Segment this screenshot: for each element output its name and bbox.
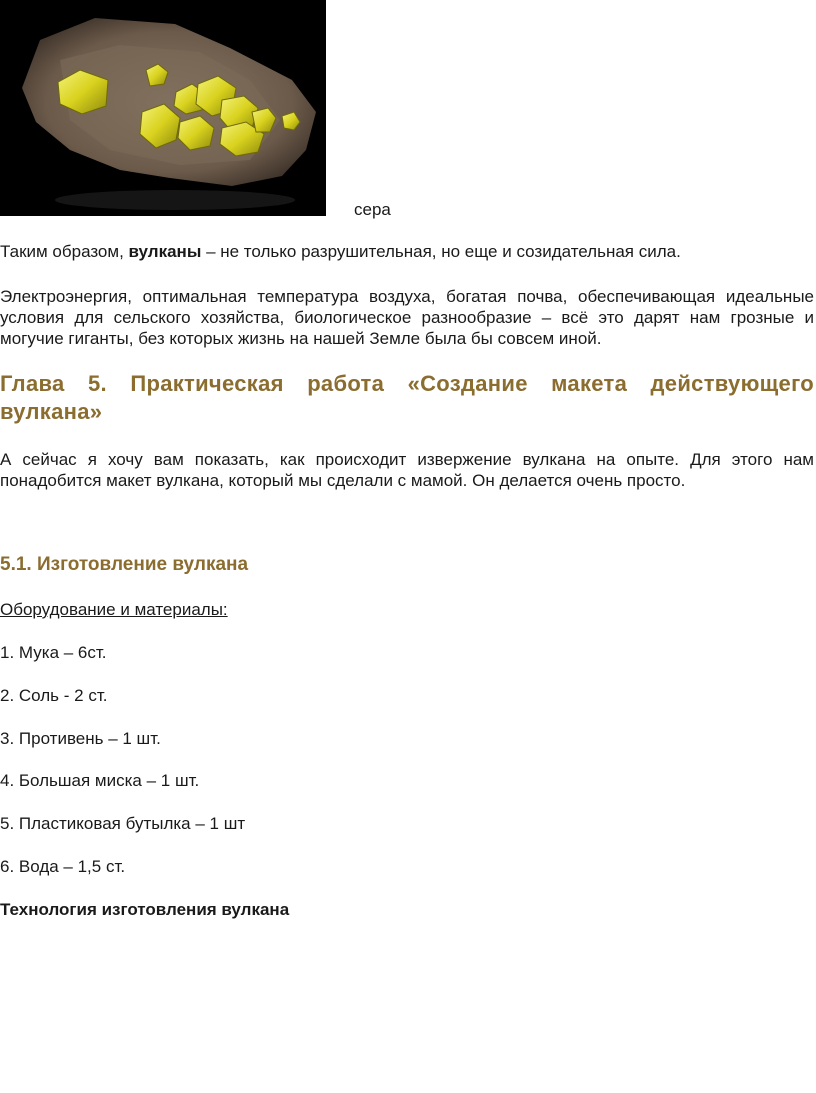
- list-item: 3. Противень – 1 шт.: [0, 729, 161, 748]
- paragraph-volcanoes-prefix: Таким образом,: [0, 242, 129, 261]
- equipment-title: Оборудование и материалы:: [0, 600, 228, 619]
- paragraph-volcanoes-bold: вулканы: [128, 242, 202, 261]
- list-item: 1. Мука – 6ст.: [0, 643, 107, 662]
- technology-heading: Технология изготовления вулкана: [0, 900, 290, 919]
- figure-caption: сера: [354, 200, 391, 219]
- paragraph-experiment: А сейчас я хочу вам показать, как происходит извержение вулкана на опыте. Для этого нам понадобится макет вулкана, который мы сделали с мамой. Он делается очень просто.: [0, 450, 814, 490]
- section-heading: 5.1. Изготовление вулкана: [0, 554, 249, 575]
- list-item: 6. Вода – 1,5 ст.: [0, 857, 126, 876]
- list-item: 5. Пластиковая бутылка – 1 шт: [0, 814, 246, 833]
- list-item: 4. Большая миска – 1 шт.: [0, 771, 200, 790]
- paragraph-benefits: Электроэнергия, оптимальная температура воздуха, богатая почва, обеспечивающая идеальные условия для сельского хозяйства, биологическое разнообразие – всё это дарят нам грозные и могучие гиганты, без которых жизнь на нашей Земле была бы совсем иной.: [0, 287, 814, 348]
- paragraph-volcanoes: [0, 241, 814, 262]
- sulfur-mineral-photo: [0, 0, 326, 216]
- paragraph-volcanoes-suffix: – не только разрушительная, но еще и созидательная сила.: [201, 242, 681, 261]
- sulfur-mineral-image: [0, 0, 326, 216]
- list-item: 2. Соль - 2 ст.: [0, 686, 108, 705]
- chapter-heading: Глава 5. Практическая работа «Создание макета действующего вулкана»: [0, 371, 814, 424]
